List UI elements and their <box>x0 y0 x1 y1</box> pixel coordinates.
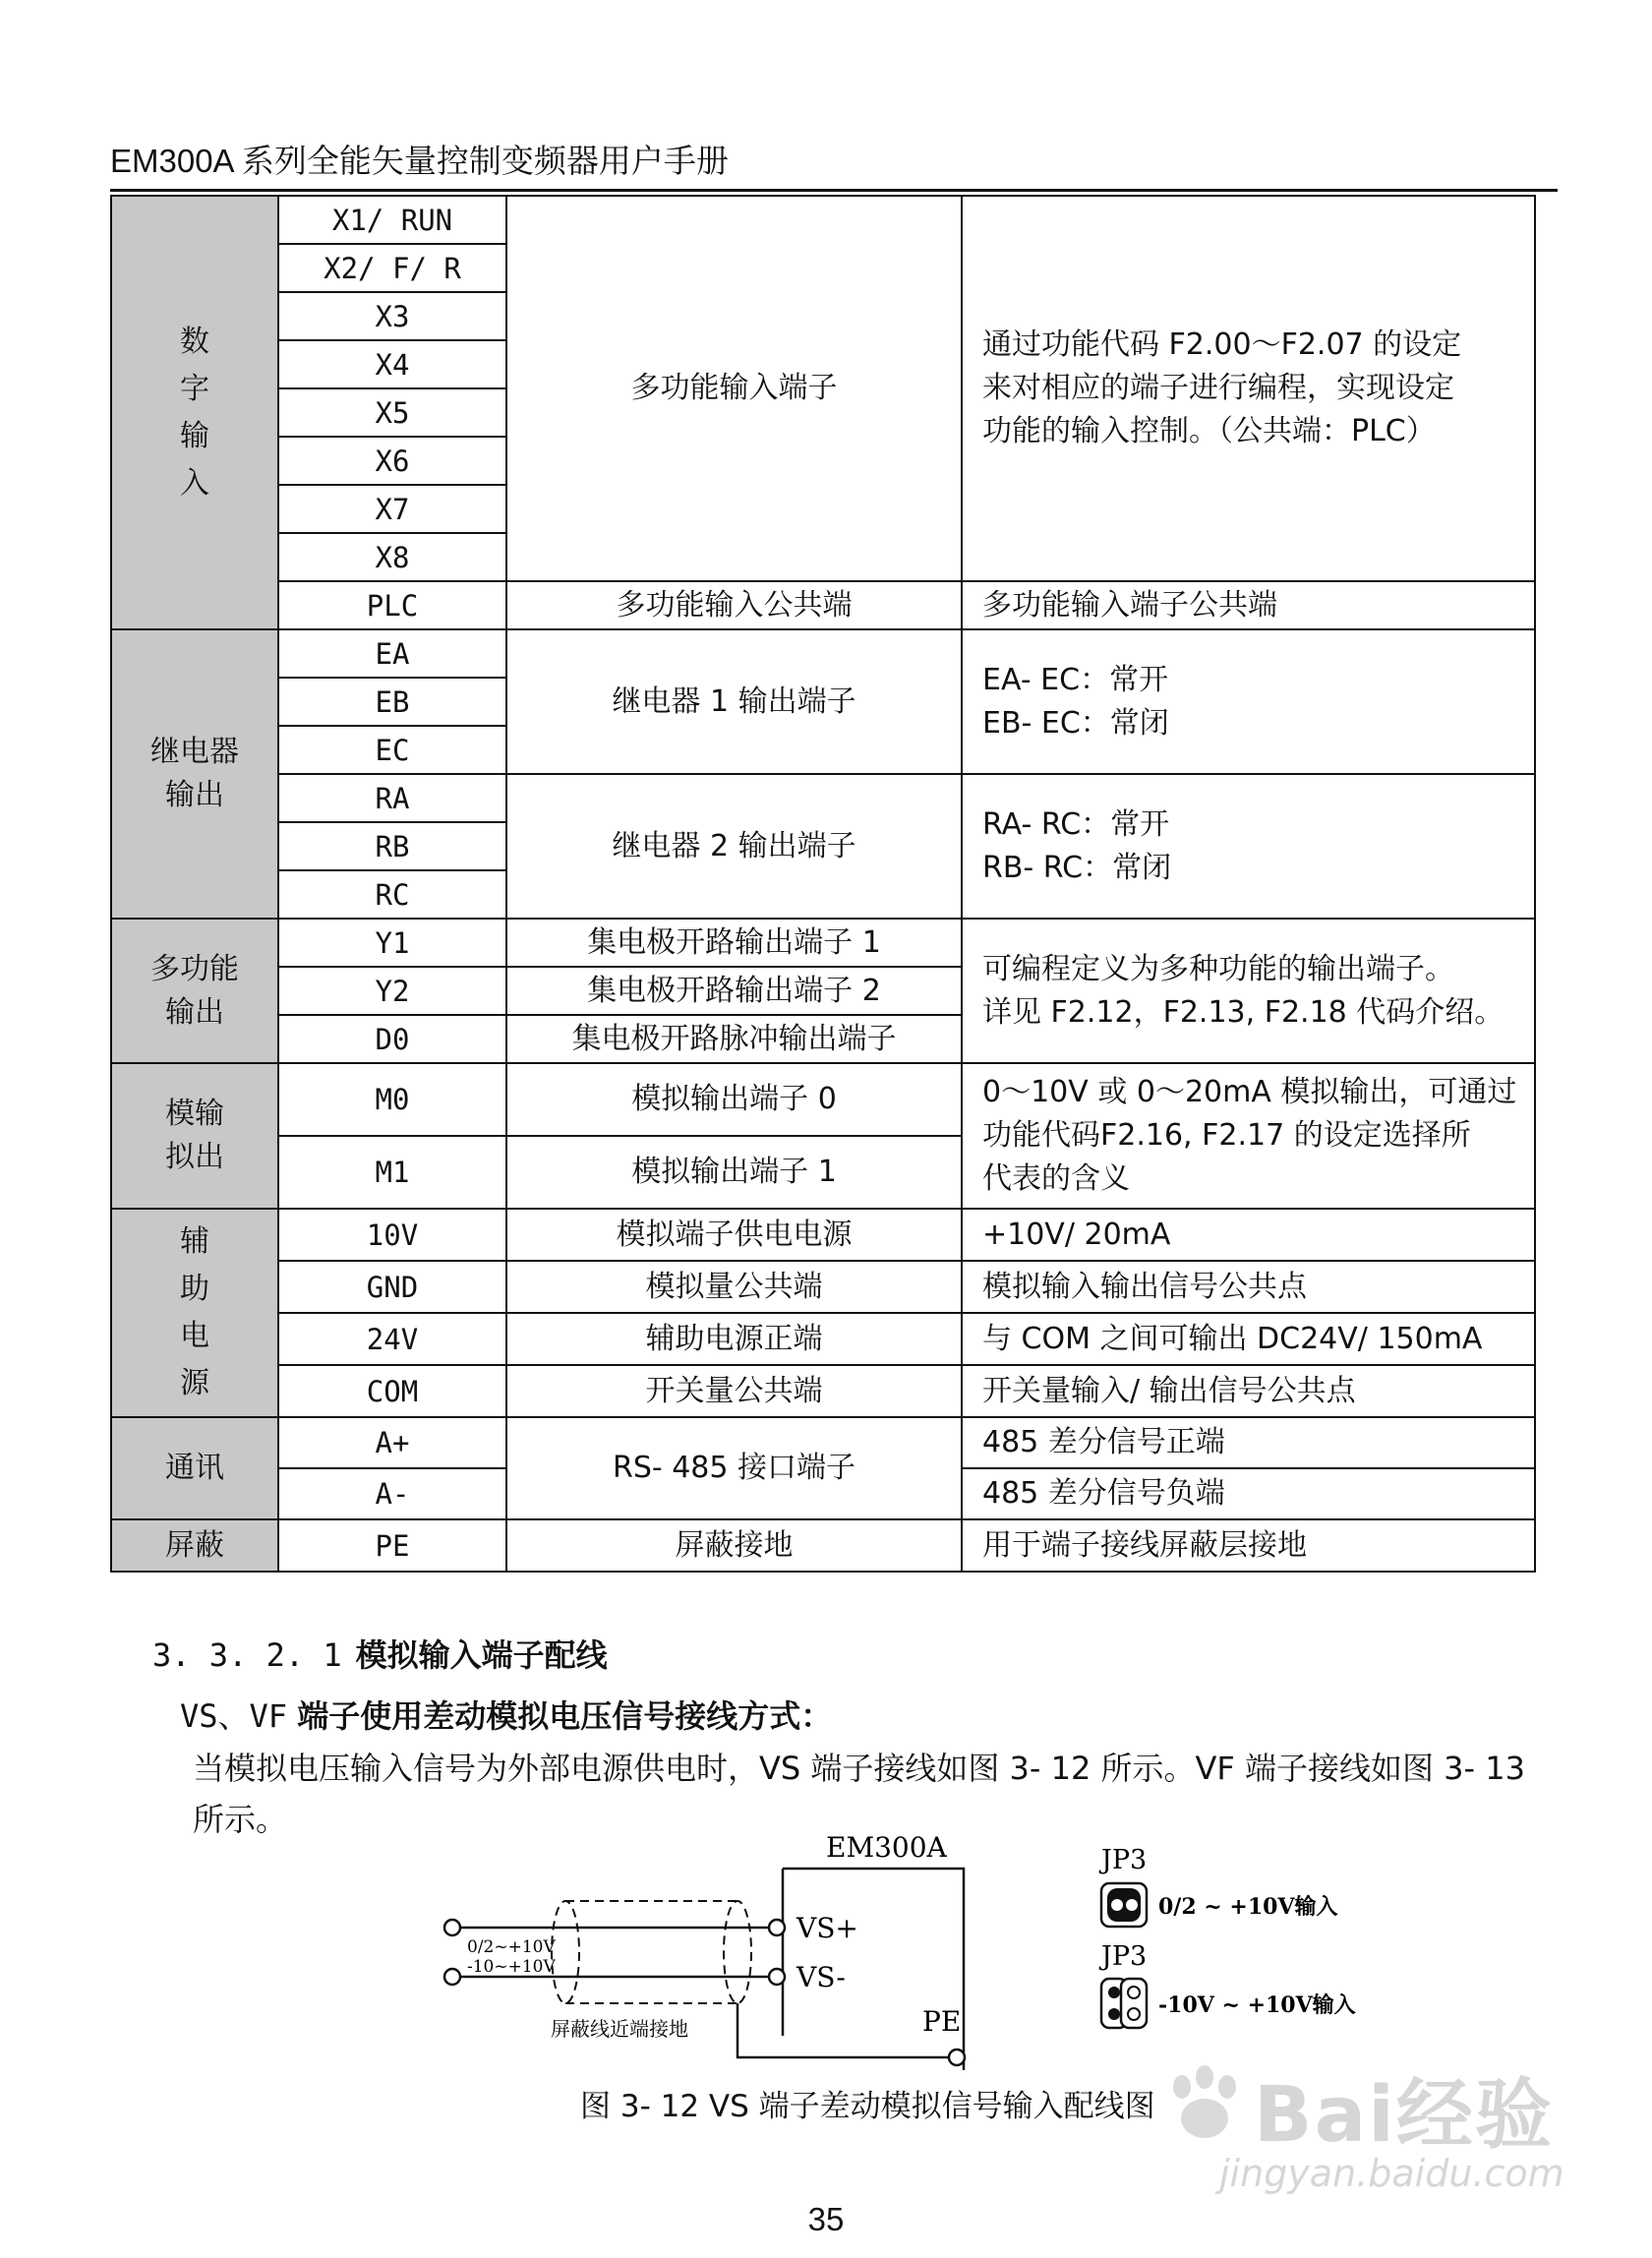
input-terminal-1 <box>444 1920 460 1935</box>
function-relay2: 继电器 2 输出端子 <box>506 774 962 919</box>
input-range-1: 0/2~+10V <box>467 1937 556 1957</box>
terminal-x3: X3 <box>278 292 506 340</box>
description-shield: 用于端子接线屏蔽层接地 <box>962 1519 1535 1572</box>
section-paragraph: 当模拟电压输入信号为外部电源供电时，VS 端子接线如图 3- 12 所示。VF 端子接线如图 3- 13 所示。 <box>193 1750 1525 1838</box>
section-heading <box>152 1631 608 1676</box>
terminal-gnd: GND <box>278 1261 506 1313</box>
description-multi-input: 通过功能代码 F2.00～F2.07 的设定 来对相应的端子进行编程，实现设定 功能的输入控制。（公共端：PLC） <box>962 196 1535 581</box>
description-a-plus: 485 差分信号正端 <box>962 1417 1535 1468</box>
vs-plus-label: VS+ <box>796 1912 858 1944</box>
terminal-m1: M1 <box>278 1136 506 1209</box>
function-rs485: RS- 485 接口端子 <box>506 1417 962 1519</box>
page-number: 35 <box>807 2201 845 2237</box>
terminal-ea: EA <box>278 629 506 678</box>
paw-icon <box>1160 2059 1249 2148</box>
category-aux-power: 辅 助 电 源 <box>111 1209 278 1417</box>
description-a-minus: 485 差分信号负端 <box>962 1468 1535 1519</box>
terminal-ra: RA <box>278 774 506 822</box>
baidu-watermark <box>1160 2053 1573 2211</box>
terminal-eb: EB <box>278 678 506 726</box>
terminal-x8: X8 <box>278 533 506 581</box>
description-relay1: EA- EC：常开 EB- EC：常闭 <box>962 629 1535 774</box>
terminal-a-minus: A- <box>278 1468 506 1519</box>
function-multi-input: 多功能输入端子 <box>506 196 962 581</box>
input-range-2: -10~+10V <box>467 1957 556 1977</box>
figure-caption: 图 3- 12 VS 端子差动模拟信号输入配线图 <box>580 2089 1155 2124</box>
shield-cable <box>552 1901 751 2003</box>
shield-note: 屏蔽线近端接地 <box>551 2017 688 2041</box>
vs-minus-label: VS- <box>796 1961 846 1993</box>
jp3-option-2: -10V ~ +10V输入 <box>1158 1992 1356 2018</box>
terminal-10v: 10V <box>278 1209 506 1261</box>
terminal-plc: PLC <box>278 581 506 629</box>
category-multi-output: 多功能 输出 <box>111 919 278 1063</box>
terminal-ec: EC <box>278 726 506 774</box>
category-relay-output: 继电器 输出 <box>111 629 278 919</box>
watermark-url: jingyan.baidu.com <box>1219 2152 1564 2195</box>
pe-label: PE <box>922 2005 962 2038</box>
terminal-y2: Y2 <box>278 967 506 1015</box>
terminal-m0: M0 <box>278 1063 506 1136</box>
vs-minus-terminal <box>769 1969 785 1985</box>
category-analog-output: 模输 拟出 <box>111 1063 278 1209</box>
terminal-x1: X1/ RUN <box>278 196 506 244</box>
description-com: 开关量输入/ 输出信号公共点 <box>962 1365 1535 1417</box>
section-number: 3. 3. 2. 1 <box>152 1636 342 1674</box>
jp3-label-1: JP3 <box>1101 1845 1148 1875</box>
terminal-pe: PE <box>278 1519 506 1572</box>
jumper-icon-2 <box>1101 1979 1147 2028</box>
description-24v: 与 COM 之间可输出 DC24V/ 150mA <box>962 1313 1535 1365</box>
terminal-24v: 24V <box>278 1313 506 1365</box>
description-10v: +10V/ 20mA <box>962 1209 1535 1261</box>
shield-ground-wire <box>738 2003 949 2057</box>
terminal-x4: X4 <box>278 340 506 388</box>
function-y2: 集电极开路输出端子 2 <box>506 967 962 1015</box>
function-shield: 屏蔽接地 <box>506 1519 962 1572</box>
page-header-title: EM300A 系列全能矢量控制变频器用户手册 <box>110 143 729 179</box>
vs-plus-terminal <box>769 1920 785 1935</box>
terminal-x7: X7 <box>278 485 506 533</box>
function-plc: 多功能输入公共端 <box>506 581 962 629</box>
description-multi-output: 可编程定义为多种功能的输出端子。 详见 F2.12，F2.13, F2.18 代码介绍。 <box>962 919 1535 1063</box>
terminal-com: COM <box>278 1365 506 1417</box>
jumper-icon-1 <box>1101 1883 1147 1927</box>
category-shield: 屏蔽 <box>111 1519 278 1572</box>
terminal-d0: D0 <box>278 1015 506 1063</box>
terminal-rc: RC <box>278 870 506 919</box>
description-plc: 多功能输入端子公共端 <box>962 581 1535 629</box>
function-24v: 辅助电源正端 <box>506 1313 962 1365</box>
description-analog-output: 0～10V 或 0～20mA 模拟输出，可通过 功能代码F2.16, F2.17 的设定选择所 代表的含义 <box>962 1063 1535 1209</box>
subheading-text: 端子使用差动模拟电压信号接线方式： <box>297 1697 833 1735</box>
device-label: EM300A <box>826 1831 947 1864</box>
terminal-rb: RB <box>278 822 506 870</box>
function-relay1: 继电器 1 输出端子 <box>506 629 962 774</box>
terminal-x6: X6 <box>278 437 506 485</box>
watermark-brand: Bai经验 <box>1254 2071 1554 2160</box>
terminal-a-plus: A+ <box>278 1417 506 1468</box>
input-terminal-2 <box>444 1969 460 1985</box>
subheading <box>180 1692 832 1737</box>
terminal-x2: X2/ F/ R <box>278 244 506 292</box>
function-m1: 模拟输出端子 1 <box>506 1136 962 1209</box>
terminal-x5: X5 <box>278 388 506 437</box>
category-digital-input: 数 字 输 入 <box>111 196 278 629</box>
function-gnd: 模拟量公共端 <box>506 1261 962 1313</box>
description-relay2: RA- RC：常开 RB- RC：常闭 <box>962 774 1535 919</box>
jp3-label-2: JP3 <box>1101 1941 1148 1972</box>
pe-terminal <box>949 2050 965 2065</box>
section-title: 模拟输入端子配线 <box>355 1636 608 1674</box>
function-m0: 模拟输出端子 0 <box>506 1063 962 1136</box>
terminal-y1: Y1 <box>278 919 506 967</box>
jp3-option-1: 0/2 ~ +10V输入 <box>1158 1894 1338 1920</box>
terminal-spec-table <box>110 195 1536 1573</box>
function-d0: 集电极开路脉冲输出端子 <box>506 1015 962 1063</box>
description-gnd: 模拟输入输出信号公共点 <box>962 1261 1535 1313</box>
function-com: 开关量公共端 <box>506 1365 962 1417</box>
function-10v: 模拟端子供电电源 <box>506 1209 962 1261</box>
category-comm: 通讯 <box>111 1417 278 1519</box>
function-y1: 集电极开路输出端子 1 <box>506 919 962 967</box>
header-rule <box>110 189 1558 192</box>
subheading-prefix: VS、VF <box>180 1697 288 1735</box>
